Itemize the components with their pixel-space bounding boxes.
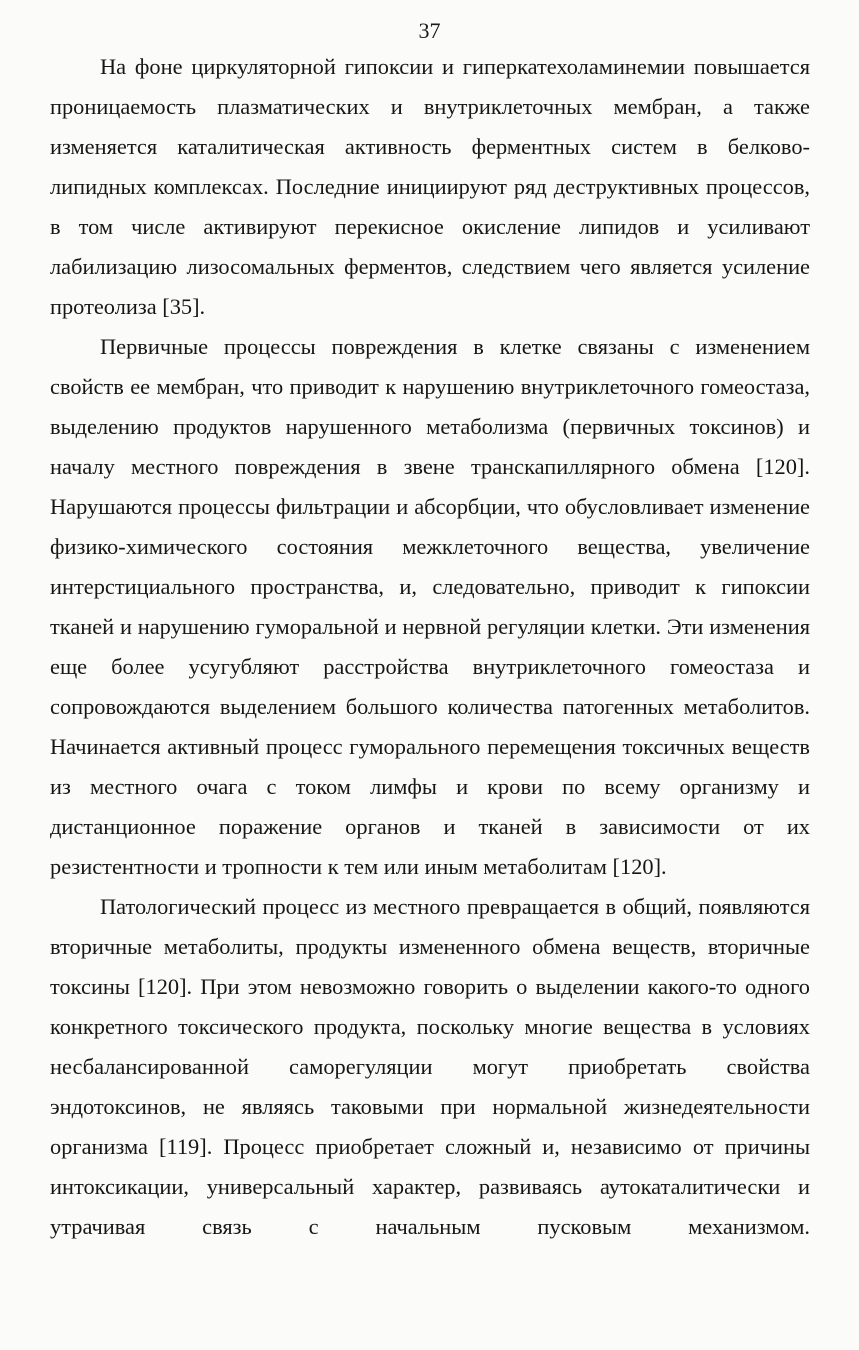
page-number: 37 bbox=[418, 18, 441, 43]
body-text bbox=[50, 47, 810, 1247]
paragraph-2: Первичные процессы повреждения в клетке связаны с изменением свойств ее мембран, что приводит к нарушению внутриклеточного гомеостаза, выделению продуктов нарушенного метаболизма (первичных токсинов) и началу местного повреждения в звене транскапиллярного обмена [120]. Нарушаются процессы фильтрации и абсорбции, что обусловливает изменение физико-химического состояния межклеточного вещества, увеличение интерстициального пространства, и, следовательно, приводит к гипоксии тканей и нарушению гуморальной и нервной регуляции клетки. Эти изменения еще более усугубляют расстройства внутриклеточного гомеостаза и сопровождаются выделением большого количества патогенных метаболитов. Начинается активный процесс гуморального перемещения токсичных веществ из местного очага с током лимфы и крови по всему организму и дистанционное поражение органов и тканей в зависимости от их резистентности и тропности к тем или иным метаболитам [120]. bbox=[50, 334, 810, 879]
paragraph-1: На фоне циркуляторной гипоксии и гиперкатехоламинемии повышается проницаемость плазматических и внутриклеточных мембран, а также изменяется каталитическая активность ферментных систем в белково-липидных комплексах. Последние инициируют ряд деструктивных процессов, в том числе активируют перекисное окисление липидов и усиливают лабилизацию лизосомальных ферментов, следствием чего является усиление протеолиза [35]. bbox=[50, 54, 810, 319]
paragraph-3: Патологический процесс из местного превращается в общий, появляются вторичные метаболиты, продукты измененного обмена веществ, вторичные токсины [120]. При этом невозможно говорить о выделении какого-то одного конкретного токсического продукта, поскольку многие вещества в условиях несбалансированной саморегуляции могут приобретать свойства эндотоксинов, не являясь таковыми при нормальной жизнедеятельности организма [119]. Процесс приобретает сложный и, независимо от причины интоксикации, универсальный характер, развиваясь аутокаталитически и утрачивая связь с начальным пусковым механизмом. bbox=[50, 894, 810, 1239]
